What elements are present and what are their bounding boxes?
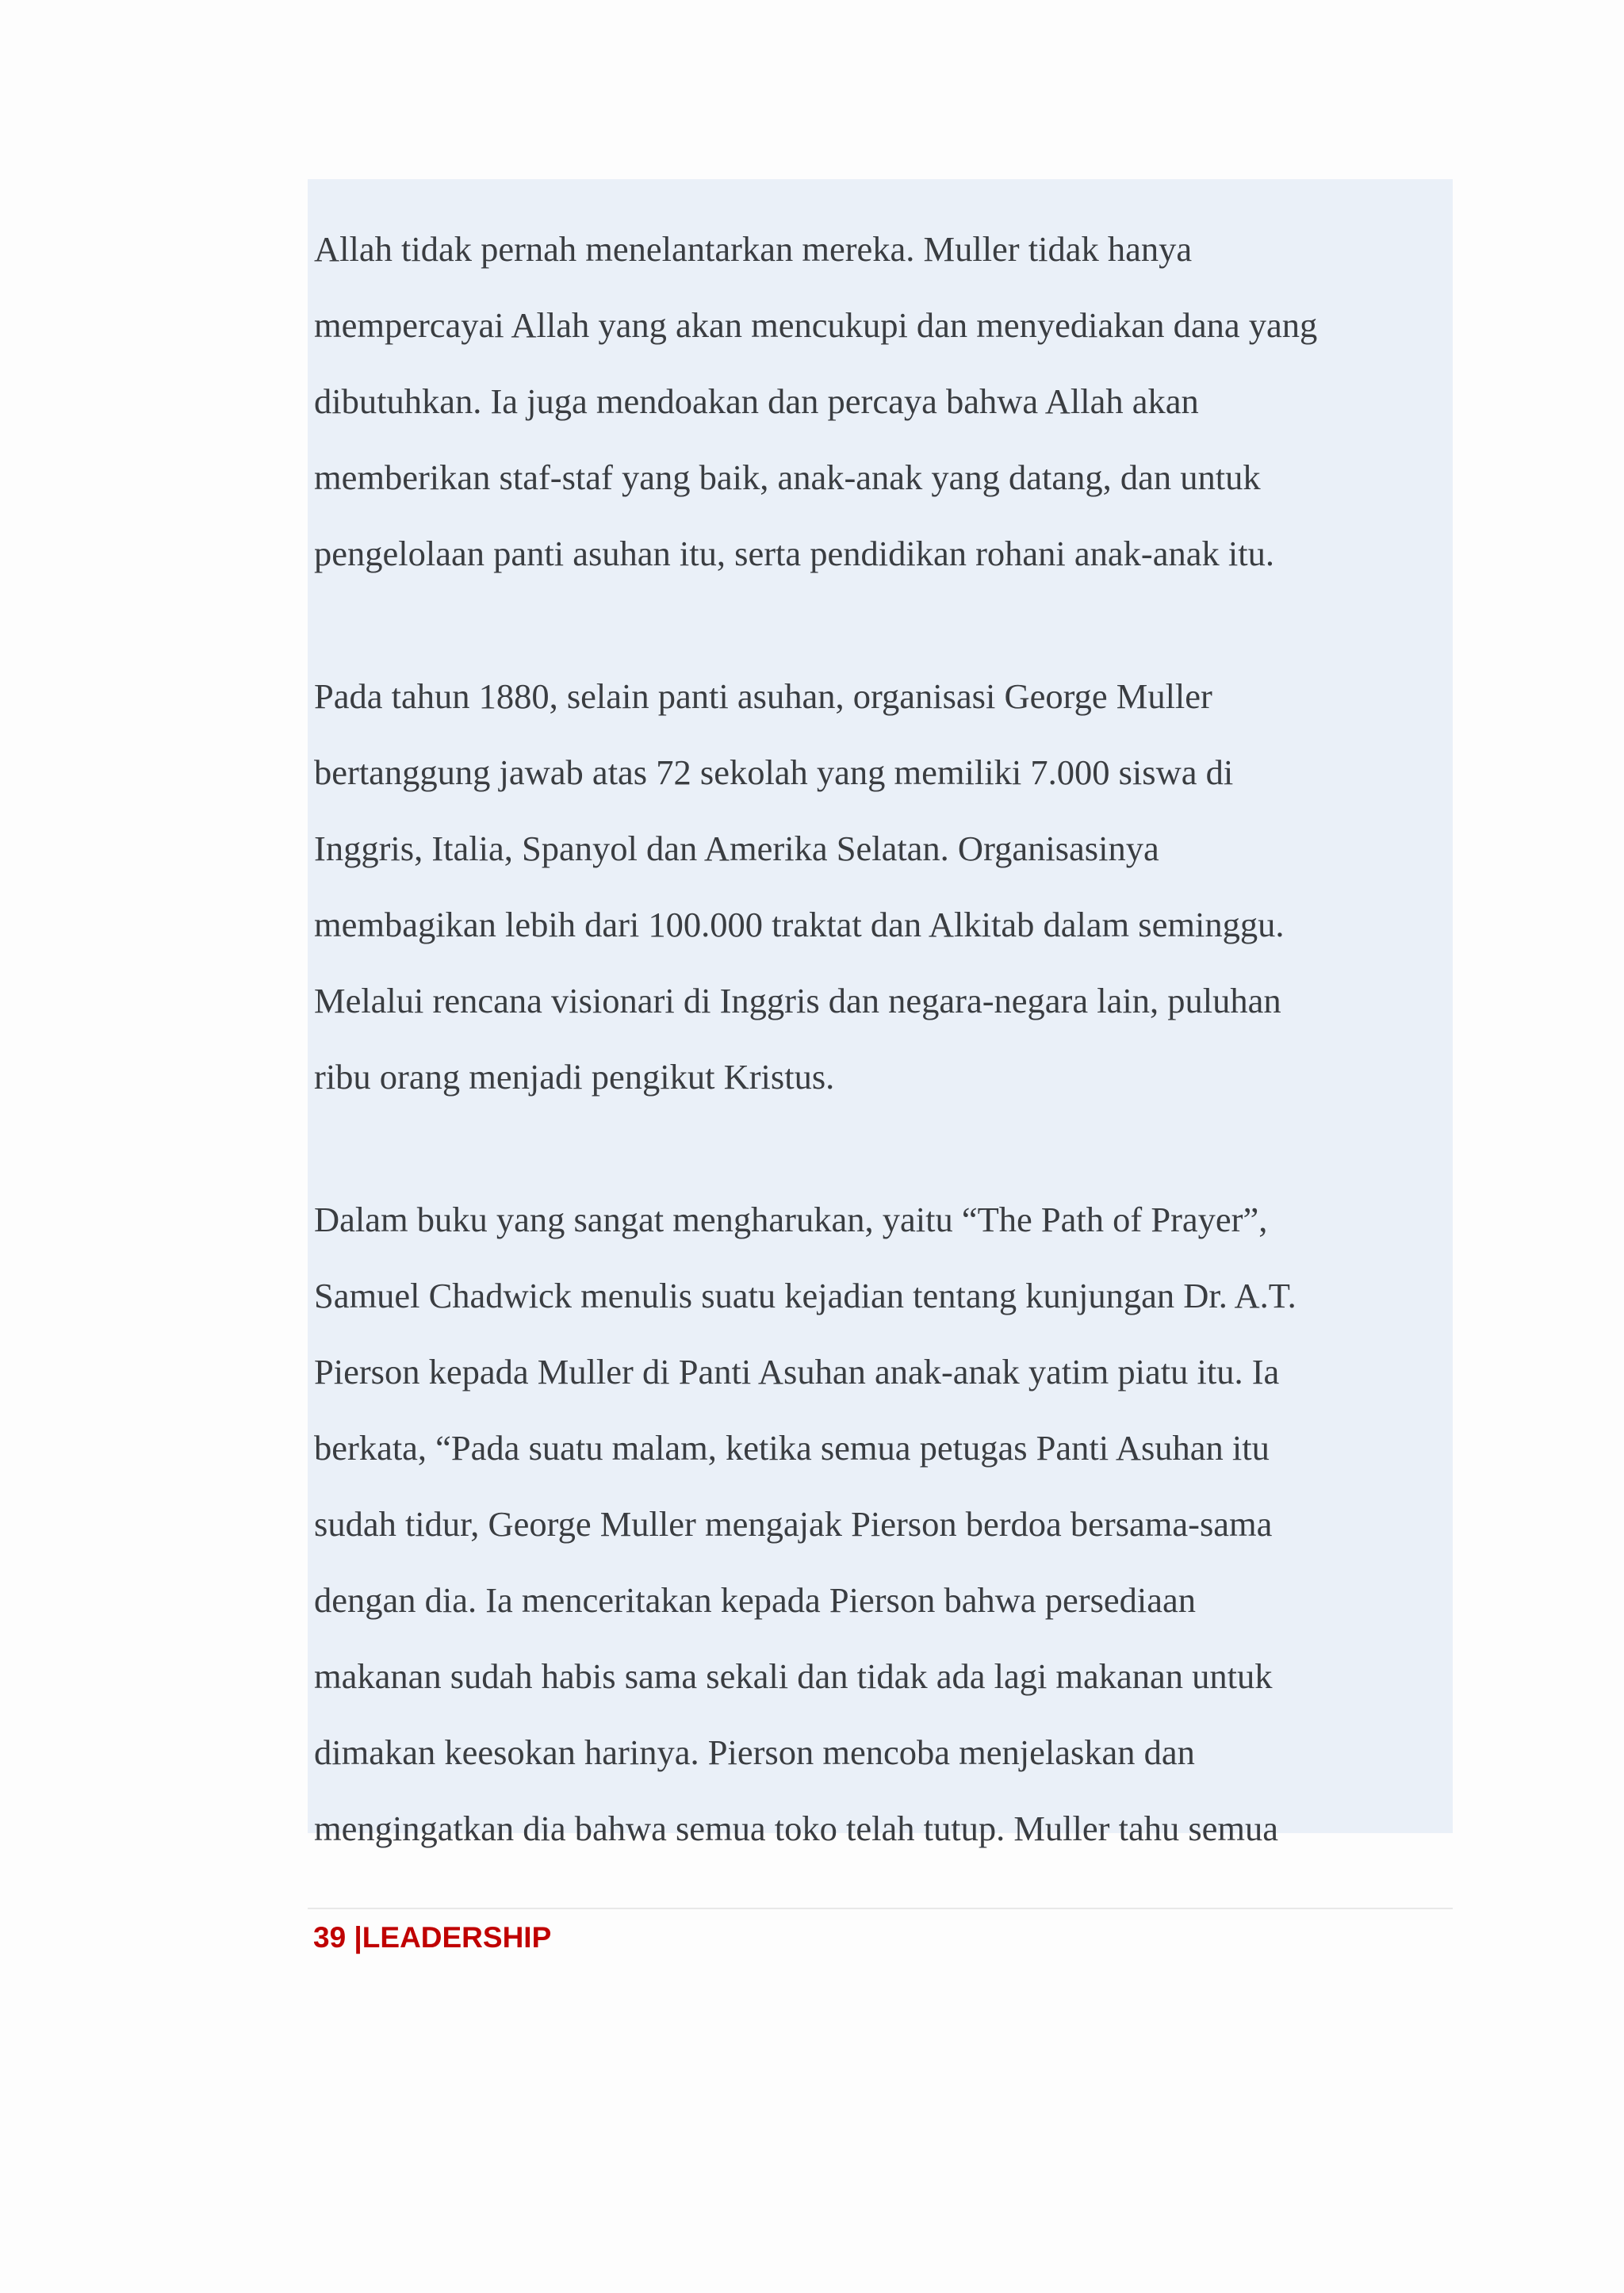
text-line: Inggris, Italia, Spanyol dan Amerika Selatan. Organisasinya (314, 829, 1159, 868)
paragraph-2 (314, 658, 1453, 1115)
footer-divider (308, 1908, 1453, 1909)
page-number-label: 39 |LEADERSHIP (313, 1921, 552, 1954)
text-line: mempercayai Allah yang akan mencukupi dan menyediakan dana yang (314, 305, 1318, 345)
text-line: Melalui rencana visionari di Inggris dan negara-negara lain, puluhan (314, 981, 1281, 1020)
text-line: berkata, “Pada suatu malam, ketika semua petugas Panti Asuhan itu (314, 1428, 1270, 1468)
text-line: Samuel Chadwick menulis suatu kejadian tentang kunjungan Dr. A.T. (314, 1276, 1297, 1315)
text-line: Pierson kepada Muller di Panti Asuhan anak-anak yatim piatu itu. Ia (314, 1352, 1280, 1391)
text-line: Pada tahun 1880, selain panti asuhan, organisasi George Muller (314, 676, 1212, 716)
text-line: memberikan staf-staf yang baik, anak-anak yang datang, dan untuk (314, 457, 1261, 497)
paragraph-3 (314, 1181, 1453, 1866)
text-line: Dalam buku yang sangat mengharukan, yaitu “The Path of Prayer”, (314, 1200, 1268, 1239)
body-text-block (308, 179, 1453, 1848)
text-line: membagikan lebih dari 100.000 traktat dan Alkitab dalam seminggu. (314, 905, 1285, 944)
text-line: makanan sudah habis sama sekali dan tidak ada lagi makanan untuk (314, 1656, 1273, 1696)
text-line: mengingatkan dia bahwa semua toko telah tutup. Muller tahu semua (314, 1809, 1279, 1848)
page-footer (313, 1916, 551, 1960)
text-line: bertanggung jawab atas 72 sekolah yang memiliki 7.000 siswa di (314, 752, 1234, 792)
text-line: Allah tidak pernah menelantarkan mereka. Muller tidak hanya (314, 229, 1193, 269)
text-line: ribu orang menjadi pengikut Kristus. (314, 1057, 835, 1097)
text-line: dimakan keesokan harinya. Pierson mencoba menjelaskan dan (314, 1732, 1195, 1772)
text-line: dibutuhkan. Ia juga mendoakan dan percaya bahwa Allah akan (314, 381, 1199, 421)
paragraph-1 (314, 211, 1453, 591)
text-line: sudah tidur, George Muller mengajak Pierson berdoa bersama-sama (314, 1504, 1273, 1544)
text-line: pengelolaan panti asuhan itu, serta pendidikan rohani anak-anak itu. (314, 534, 1274, 573)
text-line: dengan dia. Ia menceritakan kepada Pierson bahwa persediaan (314, 1580, 1197, 1620)
paragraph-spacer (314, 591, 1453, 658)
paragraph-spacer (314, 1115, 1453, 1181)
